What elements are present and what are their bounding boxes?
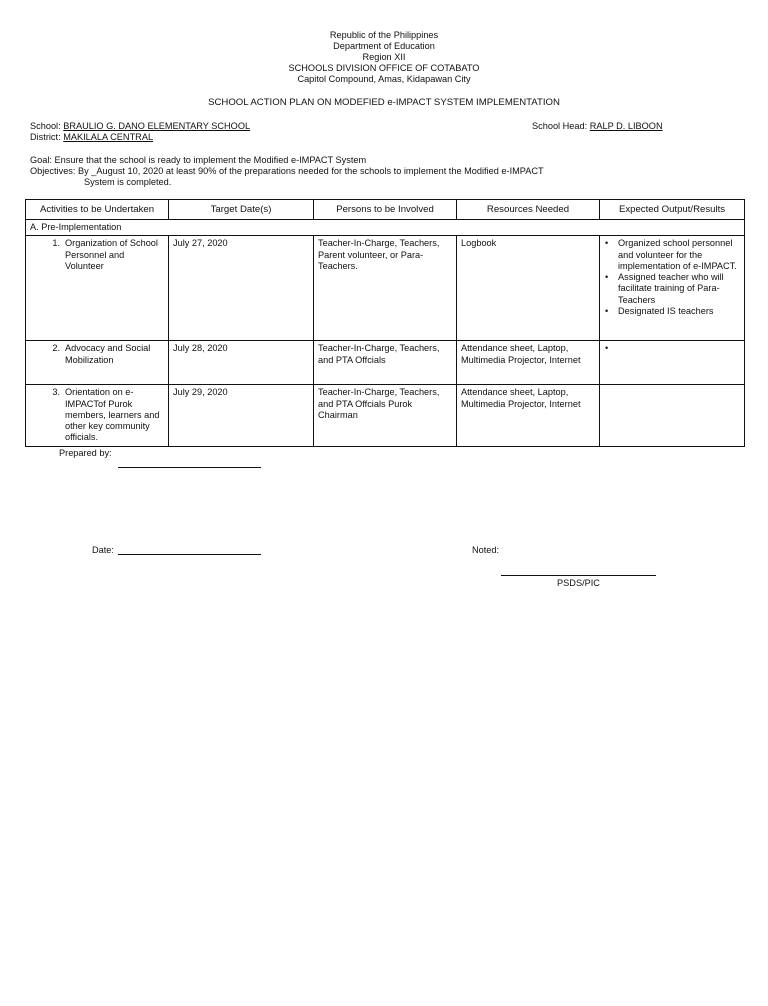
district-name: MAKILALA CENTRAL — [63, 132, 154, 142]
activity-text: Orientation on e-IMPACTof Purok members, learners and other key community officials. — [65, 387, 160, 443]
school-name: BRAULIO G. DANO ELEMENTARY SCHOOL — [63, 121, 251, 131]
activity-text: Advocacy and Social Mobilization — [65, 343, 151, 365]
resources-cell: Logbook — [457, 236, 600, 341]
target-date-cell: July 29, 2020 — [169, 385, 314, 446]
school-label: School: — [30, 121, 61, 131]
objectives-text: Objectives: By _August 10, 2020 at least 90% of the preparations needed for the schools to implement the Modified e-IMPACT — [30, 166, 544, 176]
persons-cell: Teacher-In-Charge, Teachers, and PTA Offcials — [314, 341, 457, 385]
school-info — [30, 121, 250, 143]
prepared-by-label: Prepared by: — [59, 448, 112, 458]
col-header-persons: Persons to be Involved — [314, 200, 457, 220]
date-line — [118, 554, 261, 555]
col-header-resources: Resources Needed — [457, 200, 600, 220]
persons-cell: Teacher-In-Charge, Teachers, and PTA Offcials Purok Chairman — [314, 385, 457, 446]
school-head-label: School Head: — [532, 121, 588, 131]
objectives-text-cont: System is completed. — [84, 177, 172, 187]
target-date-cell: July 27, 2020 — [169, 236, 314, 341]
table-row — [26, 236, 745, 341]
section-row — [26, 220, 745, 236]
school-head-name: RALP D. LIBOON — [589, 121, 663, 131]
prepared-by-signature-line — [118, 467, 261, 468]
col-header-activities: Activities to be Undertaken — [26, 200, 169, 220]
activity-cell — [26, 341, 169, 385]
output-item: • Designated IS teachers — [614, 306, 740, 317]
goal-text: Goal: Ensure that the school is ready to implement the Modified e-IMPACT System — [30, 155, 367, 165]
document-title: SCHOOL ACTION PLAN ON MODEFIED e-IMPACT SYSTEM IMPLEMENTATION — [208, 97, 560, 108]
header-republic: Republic of the Philippines — [329, 30, 439, 40]
resources-cell: Attendance sheet, Laptop, Multimedia Projector, Internet — [457, 385, 600, 446]
output-item: • Organized school personnel and volunteer for the implementation of e-IMPACT. — [614, 238, 740, 272]
psds-label: PSDS/PIC — [557, 578, 600, 588]
date-label: Date: — [92, 545, 114, 555]
noted-label: Noted: — [472, 545, 500, 555]
activity-number: 2. — [52, 343, 60, 354]
doc-header — [0, 30, 768, 85]
activity-cell — [26, 236, 169, 341]
col-header-expected-output: Expected Output/Results — [600, 200, 745, 220]
output-cell — [600, 341, 745, 385]
output-cell — [600, 385, 745, 446]
activity-number: 1. — [52, 238, 60, 249]
persons-cell: Teacher-In-Charge, Teachers, Parent volunteer, or Para-Teachers. — [314, 236, 457, 341]
col-header-target-dates: Target Date(s) — [169, 200, 314, 220]
output-item: • Assigned teacher who will facilitate training of Para-Teachers — [614, 272, 740, 306]
target-date-cell: July 28, 2020 — [169, 341, 314, 385]
noted-signature-line — [501, 575, 656, 576]
school-head — [532, 121, 663, 132]
district-label: District: — [30, 132, 61, 142]
activity-cell — [26, 385, 169, 446]
section-pre-implementation: A. Pre-Implementation — [26, 220, 745, 236]
header-address: Capitol Compound, Amas, Kidapawan City — [297, 74, 471, 84]
table-row — [26, 385, 745, 446]
table-row — [26, 341, 745, 385]
activity-text: Organization of School Personnel and Volunteer — [65, 238, 158, 271]
header-division: SCHOOLS DIVISION OFFICE OF COTABATO — [288, 63, 480, 73]
header-region: Region XII — [362, 52, 406, 62]
activity-number: 3. — [52, 387, 60, 398]
output-cell — [600, 236, 745, 341]
resources-cell: Attendance sheet, Laptop, Multimedia Projector, Internet — [457, 341, 600, 385]
table-header-row — [26, 200, 745, 220]
header-department: Department of Education — [333, 41, 435, 51]
action-plan-table — [25, 199, 745, 447]
